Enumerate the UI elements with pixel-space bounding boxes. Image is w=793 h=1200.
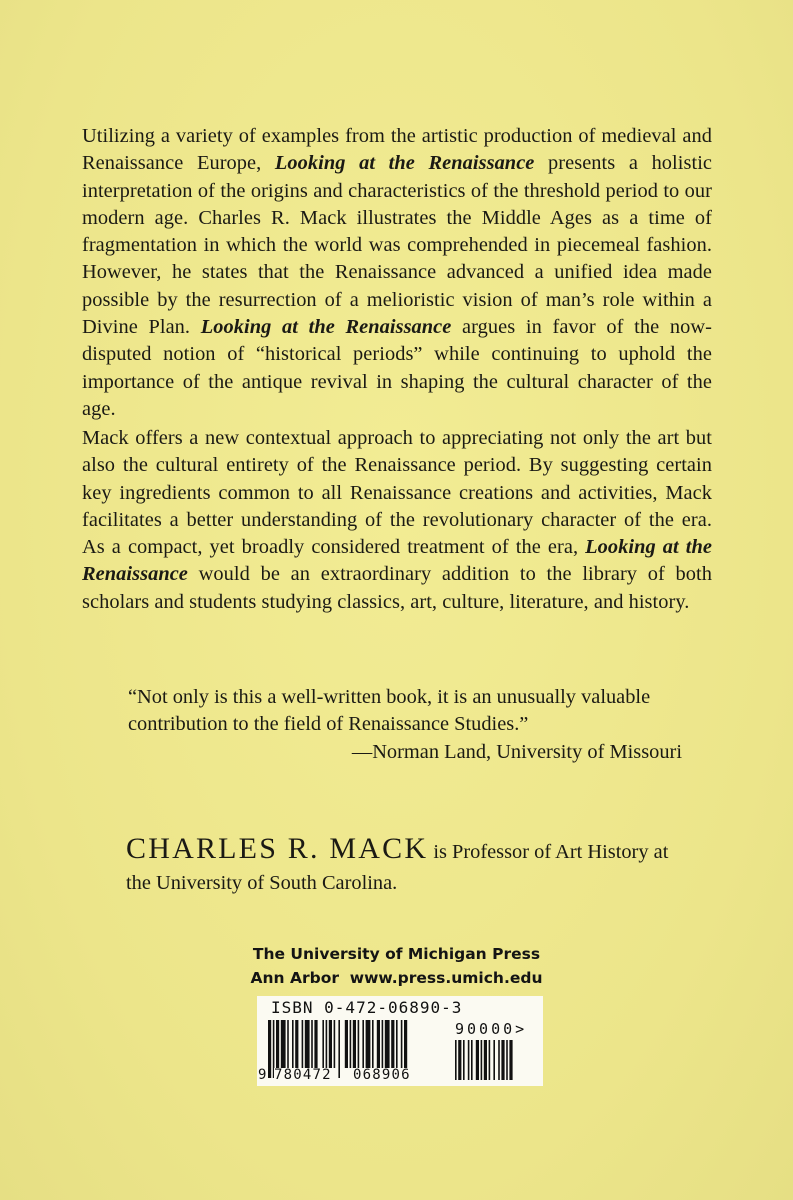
barcode-addon-digits: 90000> — [455, 1020, 528, 1038]
isbn-barcode — [257, 996, 543, 1086]
quote-line-2: contribution to the field of Renaissance Studies.” — [128, 713, 529, 736]
blurb-paragraph-2 — [82, 425, 712, 616]
barcode-bar — [391, 1020, 394, 1068]
blurb-text: Mack offers a new contextual approach to appreciating not only the art but also the cultural entirety of the Renaissance period. By suggesting certain key ingredients common to all Renaissance creations and activities, Mack facilitates a better understanding of the revolutionary character of the era. As a compact, yet broadly considered treatment of the era, — [82, 427, 712, 559]
barcode-bar — [501, 1040, 504, 1080]
barcode-bar — [295, 1020, 298, 1068]
barcode-bar — [314, 1020, 317, 1068]
barcode-bar — [401, 1020, 403, 1068]
barcode-bar — [302, 1020, 304, 1068]
barcode-bar — [358, 1020, 360, 1068]
author-name: CHARLES R. MACK — [126, 832, 429, 865]
blurb-text: argues in favor of the now-disputed notion of “historical periods” while continuing to uphold the importance of the antique revival in shaping the cultural character of the age. — [82, 316, 712, 420]
review-quote — [128, 684, 688, 766]
publisher-url: www.press.umich.edu — [349, 969, 543, 987]
barcode-bar — [326, 1020, 328, 1068]
barcode-bar — [385, 1020, 390, 1068]
book-title: Looking at the Renaissance — [200, 316, 452, 339]
publisher-block — [0, 942, 793, 990]
barcode-bar — [455, 1040, 457, 1080]
barcode-bar — [377, 1020, 380, 1068]
book-title: Looking at the Renaissance — [274, 152, 535, 175]
barcode-bar — [334, 1020, 336, 1068]
barcode-bar — [484, 1040, 487, 1080]
isbn-text: ISBN 0-472-06890-3 — [271, 998, 463, 1017]
barcode-bar — [281, 1020, 286, 1068]
barcode-bar — [493, 1040, 495, 1080]
barcode-bar — [287, 1020, 289, 1068]
barcode-bar — [396, 1020, 398, 1068]
barcode-bar — [345, 1020, 348, 1068]
barcode-bar — [463, 1040, 465, 1080]
barcode-digits-left: 780472 — [274, 1067, 332, 1083]
blurb-paragraph-1 — [82, 123, 712, 423]
barcode-bar — [489, 1040, 491, 1080]
quote-attribution: —Norman Land, University of Missouri — [351, 740, 682, 763]
barcode-bar — [338, 1020, 340, 1078]
publisher-name: The University of Michigan Press — [252, 945, 541, 963]
barcode-bar — [292, 1020, 294, 1068]
publisher-address — [0, 966, 793, 990]
quote-line-1: “Not only is this a well-written book, it is an unusually valuable — [128, 686, 651, 708]
barcode-bar — [350, 1020, 352, 1068]
barcode-bar — [468, 1040, 470, 1080]
blurb-text: presents a holistic interpretation of the origins and characteristics of the threshold period to our modern age. Charles R. Mack illustrates the Middle Ages as a time of fragmentation in which the world was comprehended in piecemeal fashion. However, he states that the Renaissance advanced a unified idea made possible by the resurrection of a melioristic vision of man’s role within a Divine Plan. — [82, 152, 713, 339]
barcode-bar — [458, 1040, 461, 1080]
barcode-bar — [329, 1020, 332, 1068]
barcode-lead-digit: 9 — [258, 1067, 267, 1083]
blurb-text: Utilizing a variety of examples from the artistic production of medieval and Renaissance Europe, — [82, 125, 712, 175]
barcode-bar — [372, 1020, 374, 1068]
barcode-bar — [305, 1020, 310, 1068]
barcode-bar — [322, 1020, 324, 1068]
barcode-bar — [506, 1040, 508, 1080]
barcode-bar — [498, 1040, 500, 1080]
barcode-bar — [481, 1040, 483, 1080]
barcode-bar — [366, 1020, 371, 1068]
barcode-digits-right: 068906 — [353, 1067, 411, 1083]
barcode-bar — [476, 1040, 479, 1080]
publisher-city: Ann Arbor — [250, 969, 339, 987]
barcode-bar — [353, 1020, 356, 1068]
barcode-bar — [382, 1020, 384, 1068]
book-title: Looking at the Renaissance — [82, 536, 712, 586]
barcode-bar — [268, 1020, 271, 1078]
bio-text: is Professor of Art History at — [428, 841, 669, 863]
barcode-bar — [311, 1020, 313, 1068]
bio-text-2: the University of South Carolina. — [126, 872, 398, 894]
barcode-bar — [509, 1040, 512, 1080]
blurb-text: would be an extraordinary addition to the library of both scholars and students studying classics, art, culture, literature, and history. — [82, 563, 712, 613]
barcode-bar — [471, 1040, 473, 1080]
author-bio — [126, 833, 726, 899]
barcode-bar — [276, 1020, 279, 1068]
barcode-bar — [362, 1020, 364, 1068]
